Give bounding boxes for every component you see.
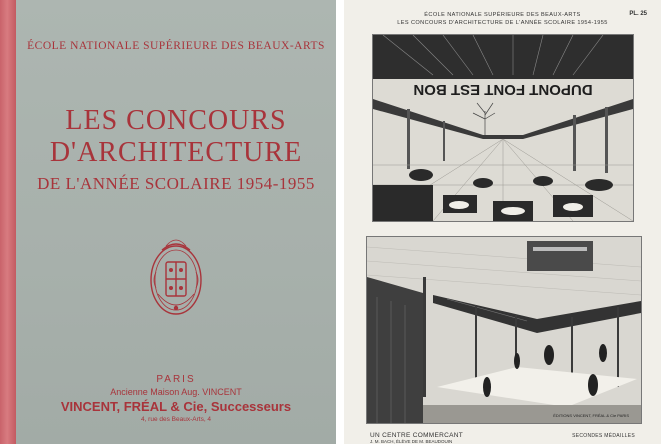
publisher-city: PARIS (156, 374, 196, 385)
cover-spine (0, 0, 16, 444)
plate-number: PL. 25 (629, 11, 647, 17)
plate-header-school: ÉCOLE NATIONALE SUPÉRIEURE DES BEAUX-ARTS (424, 12, 581, 18)
cover-title-line1: LES CONCOURS (65, 105, 287, 136)
crest-emblem-icon (148, 236, 204, 320)
publisher-mark: ÉDITIONS VINCENT, FRÉAL & Cie PARIS (553, 413, 629, 418)
plate-prize: SECONDES MÉDAILLES (572, 433, 635, 439)
interior-sketch-icon (373, 35, 633, 221)
publisher-name: VINCENT, FRÉAL & Cie, Successeurs (60, 399, 292, 414)
plate-page (344, 0, 661, 444)
shop-sign-text: DUPONT FONT EST BON (413, 81, 593, 98)
publisher-address: 4, rue des Beaux-Arts, 4 (140, 416, 212, 423)
cover-school-name: ÉCOLE NATIONALE SUPÉRIEURE DES BEAUX-ARTS (27, 40, 325, 52)
exterior-sketch-icon (367, 237, 641, 423)
drawing-interior-perspective (372, 34, 634, 222)
drawing-exterior-perspective (366, 236, 642, 424)
cover-title-line2: D'ARCHITECTURE (49, 137, 303, 168)
plate-header-title: LES CONCOURS D'ARCHITECTURE DE L'ANNÉE SCOLAIRE 1954-1955 (397, 20, 608, 26)
plate-caption: UN CENTRE COMMERCANT (370, 432, 464, 439)
cover-year-line: DE L'ANNÉE SCOLAIRE 1954-1955 (37, 174, 315, 193)
plate-credit: J. M. BACH, ÉLÈVE DE M. BEAUDOUIN (370, 439, 453, 444)
publisher-former-house: Ancienne Maison Aug. VINCENT (110, 387, 242, 397)
